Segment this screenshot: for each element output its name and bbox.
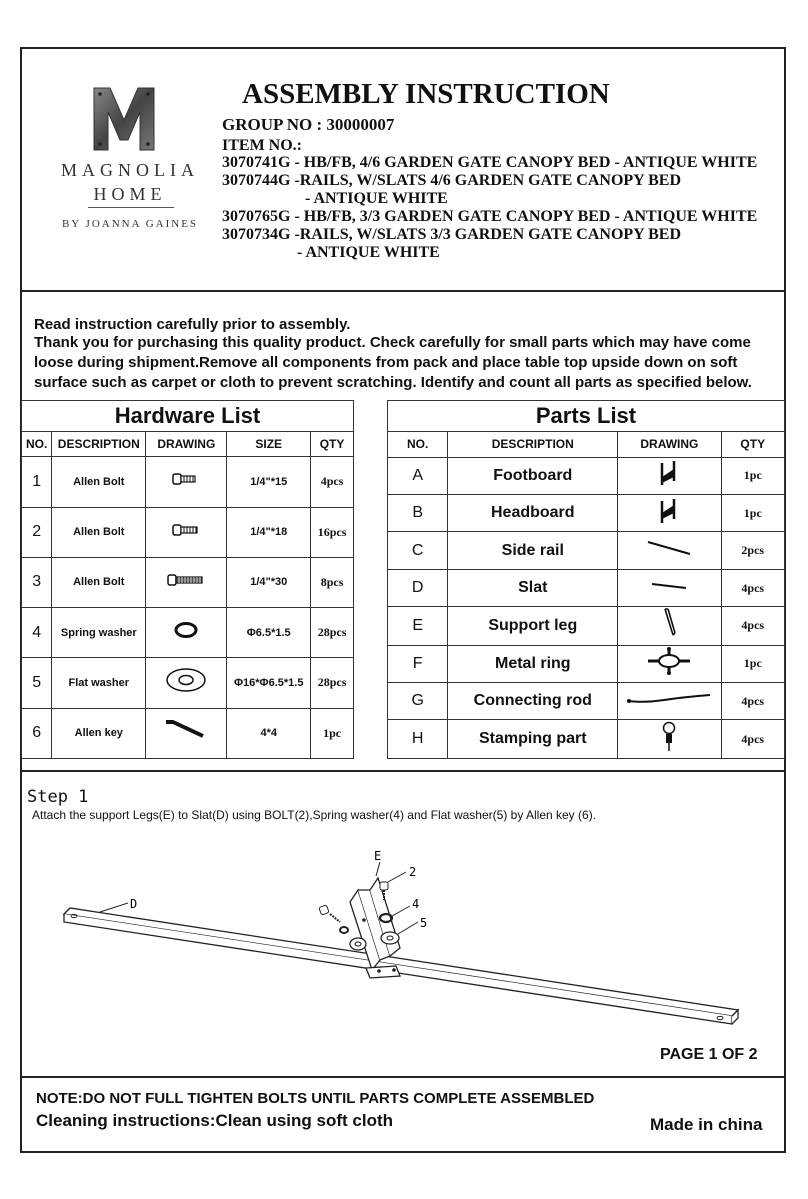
hw-description: Spring washer [52,608,146,658]
hw-drawing [146,557,227,607]
hw-no: 2 [22,507,52,557]
hw-drawing [146,658,227,708]
hw-no: 5 [22,658,52,708]
parts-table [387,400,785,759]
part-drawing [618,645,721,682]
part-no: H [388,720,448,759]
table-row [388,495,785,532]
headboard-icon [654,497,684,525]
long-bolt-icon [166,573,206,587]
hw-size: Φ16*Φ6.5*1.5 [227,658,311,708]
page-number: PAGE 1 OF 2 [660,1046,758,1063]
footboard-icon [654,459,684,487]
part-no: A [388,457,448,494]
part-qty: 4pcs [721,720,784,759]
part-qty: 1pc [721,495,784,532]
hardware-table-title: Hardware List [22,401,354,432]
part-drawing [618,569,721,606]
label-e: E [374,850,382,863]
leader-4 [392,906,410,916]
hw-no: 4 [22,608,52,658]
part-description: Footboard [448,457,618,494]
part-qty: 1pc [721,457,784,494]
hw-qty: 28pcs [311,608,354,658]
hw-size: 1/4"*15 [227,457,311,507]
part-qty: 4pcs [721,569,784,606]
part-description: Support leg [448,607,618,645]
hw-size: 1/4"*30 [227,557,311,607]
connecting-rod-icon [624,691,714,707]
spring-washer-icon [173,621,199,639]
hw-description: Allen key [52,708,146,758]
table-row [22,557,354,607]
hw-description: Flat washer [52,658,146,708]
hw-size: 4*4 [227,708,311,758]
item-line-6: - ANTIQUE WHITE [297,244,440,261]
table-row [22,708,354,758]
part-description: Metal ring [448,645,618,682]
table-row [388,645,785,682]
part-description: Side rail [448,532,618,569]
part-drawing [618,607,721,645]
stamping-part-icon [659,721,679,753]
header-divider [20,290,786,292]
table-row [22,457,354,507]
table-row [388,532,785,569]
hardware-col-drawing: DRAWING [146,432,227,457]
table-row [388,683,785,720]
hw-description: Allen Bolt [52,507,146,557]
parts-col-no: NO. [388,432,448,457]
table-row [388,457,785,494]
magnolia-m-logo-icon [92,86,156,152]
hw-drawing [146,608,227,658]
spring-washer-left [340,927,348,933]
hardware-col-qty: QTY [311,432,354,457]
assembly-diagram [40,850,760,1050]
part-no: F [388,645,448,682]
part-description: Connecting rod [448,683,618,720]
support-leg-icon [659,607,679,639]
step-instruction: Attach the support Legs(E) to Slat(D) using BOLT(2),Spring washer(4) and Flat washer(5) by Allen key (6). [32,808,597,822]
part-no: C [388,532,448,569]
hw-no: 3 [22,557,52,607]
part-drawing [618,495,721,532]
table-row [388,569,785,606]
metal-ring-icon [644,646,694,676]
hw-qty: 28pcs [311,658,354,708]
part-description: Slat [448,569,618,606]
label-2: 2 [409,865,417,879]
part-drawing [618,532,721,569]
table-row [388,607,785,645]
item-line-5: 3070734G -RAILS, W/SLATS 3/3 GARDEN GATE CANOPY BED [222,226,682,243]
label-4: 4 [412,897,420,911]
tables-divider [20,770,786,772]
cleaning-instructions: Cleaning instructions:Clean using soft cloth [36,1111,394,1130]
short-bolt-icon [171,472,201,486]
part-no: E [388,607,448,645]
hw-no: 6 [22,708,52,758]
item-line-1: 3070741G - HB/FB, 4/6 GARDEN GATE CANOPY BED - ANTIQUE WHITE [222,154,758,171]
hw-description: Allen Bolt [52,557,146,607]
hw-description: Allen Bolt [52,457,146,507]
hw-qty: 8pcs [311,557,354,607]
parts-header-row [388,432,785,457]
logo-line-byline: BY JOANNA GAINES [61,218,199,230]
hw-size: 1/4"*18 [227,507,311,557]
slat-d [64,908,738,1024]
label-d: D [130,897,138,911]
hw-qty: 1pc [311,708,354,758]
footer-divider [20,1076,786,1078]
part-no: D [388,569,448,606]
leader-d [100,903,128,912]
item-line-2: 3070744G -RAILS, W/SLATS 4/6 GARDEN GATE CANOPY BED [222,172,682,189]
logo-line-home: HOME [93,184,167,204]
step-title: Step 1 [27,787,89,807]
hw-qty: 16pcs [311,507,354,557]
document-title: ASSEMBLY INSTRUCTION [242,78,610,110]
hardware-col-description: DESCRIPTION [52,432,146,457]
hw-qty: 4pcs [311,457,354,507]
logo-rule [88,207,174,208]
group-number: GROUP NO : 30000007 [222,115,395,134]
table-row [22,507,354,557]
flat-washer-5 [381,932,399,944]
label-5: 5 [420,916,428,930]
intro-paragraph: Thank you for purchasing this quality product. Check carefully for small parts which may have come loose during shipment.Remove all components from pack and place table top upside down on soft surface such as carpet or cloth to prevent scratching. Identify and count all parts as specified below. [34,334,752,391]
parts-col-drawing: DRAWING [618,432,721,457]
medium-bolt-icon [171,523,201,537]
table-row [22,608,354,658]
leader-e [376,862,380,876]
hw-drawing [146,708,227,758]
logo-line-magnolia: MAGNOLIA [61,160,199,180]
part-qty: 4pcs [721,683,784,720]
hw-size: Φ6.5*1.5 [227,608,311,658]
item-line-3: - ANTIQUE WHITE [305,190,448,207]
part-qty: 2pcs [721,532,784,569]
made-in: Made in china [650,1115,763,1134]
part-drawing [618,457,721,494]
side-rail-icon [644,538,694,558]
part-qty: 1pc [721,645,784,682]
leader-2 [388,872,406,882]
part-no: B [388,495,448,532]
parts-table-title: Parts List [388,401,785,432]
part-no: G [388,683,448,720]
flat-washer-icon [164,667,208,693]
item-label: ITEM NO.: [222,137,302,154]
parts-col-description: DESCRIPTION [448,432,618,457]
part-description: Stamping part [448,720,618,759]
part-description: Headboard [448,495,618,532]
item-line-4: 3070765G - HB/FB, 3/3 GARDEN GATE CANOPY BED - ANTIQUE WHITE [222,208,758,225]
hardware-col-no: NO. [22,432,52,457]
slat-icon [649,580,689,592]
hardware-header-row [22,432,354,457]
bolt-2-left [319,905,340,922]
parts-col-qty: QTY [721,432,784,457]
flat-washer-left [350,938,366,950]
hw-no: 1 [22,457,52,507]
table-row [388,720,785,759]
tighten-note: NOTE:DO NOT FULL TIGHTEN BOLTS UNTIL PARTS COMPLETE ASSEMBLED [36,1090,595,1107]
intro-line-1: Read instruction carefully prior to assembly. [34,316,351,333]
leader-5 [398,922,418,934]
hw-drawing [146,507,227,557]
hardware-table [21,400,354,759]
hw-drawing [146,457,227,507]
allen-key-icon [163,718,209,744]
part-qty: 4pcs [721,607,784,645]
table-row [22,658,354,708]
hardware-col-size: SIZE [227,432,311,457]
part-drawing [618,720,721,759]
part-drawing [618,683,721,720]
